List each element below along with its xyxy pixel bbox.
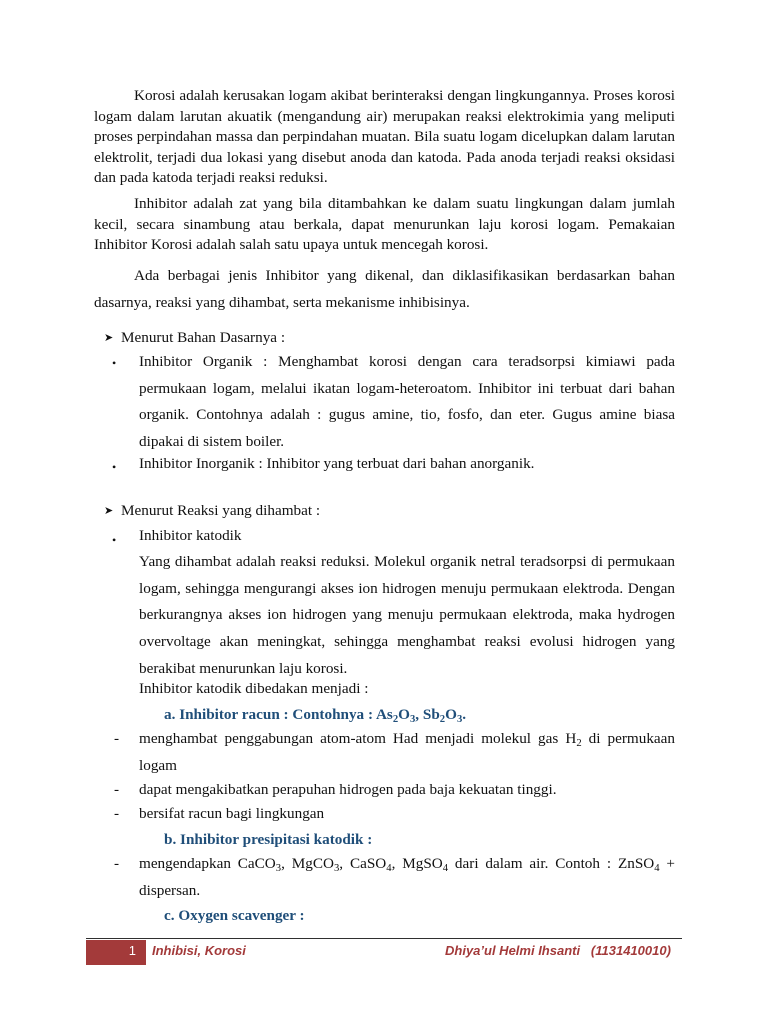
bullet-icon: • bbox=[112, 533, 117, 547]
footer-title: Inhibisi, Korosi bbox=[152, 943, 246, 958]
dash-bullet: - bbox=[114, 805, 120, 822]
subheading-oxygen-scavenger: c. Oxygen scavenger : bbox=[164, 907, 305, 924]
list-item-racun-2: dapat mengakibatkan perapuhan hidrogen pada baja kekuatan tinggi. bbox=[139, 781, 557, 798]
paragraph-inhibitor: Inhibitor adalah zat yang bila ditambahkan ke dalam suatu lingkungan dalam jumlah kecil, secara sinambung atau berkala, dapat menurunkan laju korosi logam. Pemakaian Inhibitor Korosi adalah salah satu upaya untuk mencegah korosi. bbox=[94, 195, 675, 253]
bullet-icon: • bbox=[112, 356, 117, 370]
footer-page-number: 1 bbox=[128, 943, 136, 958]
dash-bullet: - bbox=[114, 855, 120, 872]
list-item-racun-3: bersifat racun bagi lingkungan bbox=[139, 805, 325, 822]
arrow-bullet-icon: ➤ bbox=[104, 332, 114, 344]
dash-bullet: - bbox=[114, 730, 120, 747]
dash-bullet: - bbox=[114, 781, 120, 798]
list-item-presipitasi-1: mengendapkan CaCO$_3$, MgCO$_3$, CaSO$_4$, MgSO$_4$ dari dalam air. Contoh : ZnSO$_4$ + dispersan. bbox=[139, 855, 675, 899]
section-heading-text: Menurut Bahan Dasarnya : bbox=[121, 329, 286, 346]
footer-divider bbox=[86, 938, 682, 939]
inhibitor-katodik-intro: Inhibitor katodik dibedakan menjadi : bbox=[139, 680, 369, 697]
subheading-presipitasi-katodik: b. Inhibitor presipitasi katodik : bbox=[164, 831, 373, 848]
list-item-inhibitor-katodik-title: Inhibitor katodik bbox=[139, 527, 242, 544]
bullet-icon: • bbox=[112, 460, 117, 474]
list-item-racun-1: menghambat penggabungan atom-atom Had menjadi molekul gas $H_2$ di permukaan logam bbox=[139, 730, 675, 774]
paragraph-jenis-inhibitor: Ada berbagai jenis Inhibitor yang dikenal, dan diklasifikasikan berdasarkan bahan dasarnya, reaksi yang dihambat, serta mekanisme inhibisinya. bbox=[94, 267, 675, 311]
footer-author: Dhiya’ul Helmi Ihsanti (1131410010) bbox=[445, 943, 671, 958]
list-item-inhibitor-katodik-body: Yang dihambat adalah reaksi reduksi. Molekul organik netral teradsorpsi di permukaan logam, sehingga mengurangi akses ion hidrogen menuju permukaan elektroda. Dengan berkurangnya akses ion hidrogen yang menuju permukaan elektroda, maka hydrogen overvoltage akan meningkat, sehingga menghambat reaksi evolusi hidrogen yang berakibat menurunkan laju korosi. bbox=[139, 553, 675, 677]
subheading-inhibitor-racun: a. Inhibitor racun : Contohnya : $As_2O_3$, $Sb_2O_3$. bbox=[164, 706, 467, 725]
paragraph-korosi: Korosi adalah kerusakan logam akibat berinteraksi dengan lingkungannya. Proses korosi logam dalam larutan akuatik (mengandung air) merupakan reaksi elektrokimia yang meliputi proses perpindahan massa dan perpindahan muatan. Bila suatu logam dicelupkan dalam larutan elektrolit, terjadi dua lokasi yang disebut anoda dan katoda. Pada anoda terjadi reaksi oksidasi dan pada katoda terjadi reaksi reduksi. bbox=[94, 87, 675, 186]
section-heading-reaksi bbox=[104, 501, 320, 521]
section-heading-text: Menurut Reaksi yang dihambat : bbox=[121, 502, 321, 519]
arrow-bullet-icon: ➤ bbox=[104, 505, 114, 517]
section-heading-bahan-dasar bbox=[104, 328, 285, 348]
list-item-inhibitor-inorganik: Inhibitor Inorganik : Inhibitor yang terbuat dari bahan anorganik. bbox=[139, 455, 535, 472]
list-item-inhibitor-organik: Inhibitor Organik : Menghambat korosi dengan cara teradsorpsi kimiawi pada permukaan logam, melalui ikatan logam-heteroatom. Inhibitor ini terbuat dari bahan organik. Contohnya adalah : gugus amine, tio, fosfo, dan eter. Gugus amine biasa dipakai di sistem boiler. bbox=[139, 353, 675, 451]
